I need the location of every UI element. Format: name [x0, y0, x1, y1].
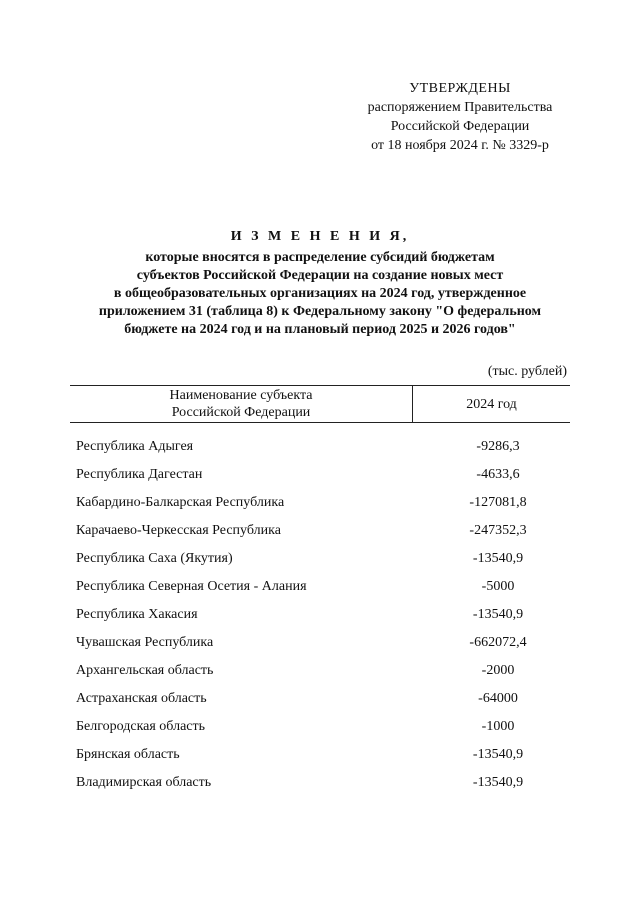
- subsidy-value: -9286,3: [476, 439, 520, 454]
- subsidy-value: -64000: [478, 691, 518, 706]
- heading-title: И З М Е Н Е Н И Я,: [230, 229, 410, 244]
- table-row: [76, 629, 556, 657]
- table-row: [76, 657, 556, 685]
- table-row: [76, 685, 556, 713]
- heading-line-1: которые вносятся в распределение субсидий бюджетам: [145, 250, 495, 265]
- approval-line-1: распоряжением Правительства: [367, 100, 553, 115]
- subsidy-value: -127081,8: [469, 495, 527, 510]
- header-subject-line-1: Наименование субъекта: [169, 388, 313, 403]
- table-header: [70, 385, 570, 423]
- approval-line-2: Российской Федерации: [390, 119, 530, 134]
- subject-name: Республика Дагестан: [76, 467, 203, 482]
- heading-line-5: бюджете на 2024 год и на плановый период 2025 и 2026 годов": [124, 322, 516, 337]
- header-subject-line-2: Российской Федерации: [171, 405, 311, 420]
- subject-name: Республика Северная Осетия - Алания: [76, 579, 307, 594]
- table-row: [76, 489, 556, 517]
- heading-line-3: в общеобразовательных организациях на 2024 год, утвержденное: [113, 286, 527, 301]
- subsidy-value: -662072,4: [469, 635, 527, 650]
- table-row: [76, 545, 556, 573]
- table-row: [76, 601, 556, 629]
- units-label: (тыс. рублей): [487, 364, 567, 379]
- subsidy-value: -1000: [481, 719, 515, 734]
- table-row: [76, 461, 556, 489]
- table-row: [76, 573, 556, 601]
- subsidy-value: -247352,3: [469, 523, 527, 538]
- subject-name: Республика Хакасия: [76, 607, 198, 622]
- subject-name: Владимирская область: [76, 775, 212, 790]
- subject-name: Республика Адыгея: [76, 439, 194, 454]
- table-row: [76, 713, 556, 741]
- subject-name: Чувашская Республика: [76, 635, 214, 650]
- subject-name: Кабардино-Балкарская Республика: [76, 495, 285, 510]
- subject-name: Архангельская область: [76, 663, 214, 678]
- subsidy-value: -13540,9: [472, 775, 524, 790]
- subject-name: Брянская область: [76, 747, 180, 762]
- table-row: [76, 769, 556, 797]
- table-body: [76, 433, 556, 797]
- subsidy-value: -5000: [481, 579, 515, 594]
- subsidy-value: -2000: [481, 663, 515, 678]
- table-row: [76, 433, 556, 461]
- subsidy-value: -13540,9: [472, 551, 524, 566]
- subsidy-value: -13540,9: [472, 747, 524, 762]
- heading-line-4: приложением 31 (таблица 8) к Федеральному закону "О федеральном: [98, 304, 542, 319]
- subject-name: Республика Саха (Якутия): [76, 551, 233, 566]
- approval-line-3: от 18 ноября 2024 г. № 3329-р: [371, 138, 549, 153]
- heading-line-2: субъектов Российской Федерации на создание новых мест: [136, 268, 504, 283]
- header-column-subject: [70, 386, 413, 422]
- subject-name: Белгородская область: [76, 719, 206, 734]
- subject-name: Карачаево-Черкесская Республика: [76, 523, 281, 538]
- table-row: [76, 517, 556, 545]
- table-row: [76, 741, 556, 769]
- header-column-year: 2024 год: [466, 396, 517, 412]
- document-heading: [0, 228, 640, 339]
- subsidy-value: -13540,9: [472, 607, 524, 622]
- subject-name: Астраханская область: [76, 691, 207, 706]
- subsidy-value: -4633,6: [476, 467, 520, 482]
- approval-title: УТВЕРЖДЕНЫ: [409, 81, 511, 96]
- approval-block: [330, 79, 590, 155]
